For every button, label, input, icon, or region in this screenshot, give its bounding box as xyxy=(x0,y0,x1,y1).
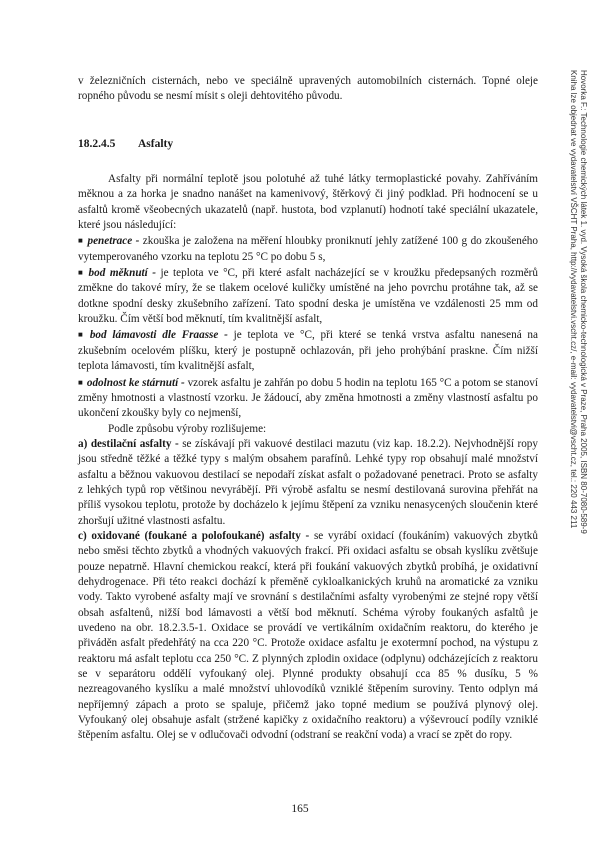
item-c-oxidovane xyxy=(78,529,538,744)
paragraph-zpusob-vyroby: Podle způsobu výroby rozlišujeme: xyxy=(108,422,267,435)
bullet-text: je teplota ve °C, při které se tenká vrstva asfaltu nanesená na zkušebním ocelovém plíšku, který je postupně ochlazován, při jeho prohýbání praskne. Čím nižší teplota lámavosti, tím kvalitnější asfalt, xyxy=(78,329,538,373)
bullet-icon: ■ xyxy=(78,330,86,340)
side-citation xyxy=(568,70,588,534)
bullet-text: vzorek asfaltu je zahřán po dobu 5 hodin na teplotu 165 °C a potom se stanoví změny hmotnosti a vlastností vzorku. Je žádoucí, aby změna hmotnosti a změny vlastností asfaltu po ukončení zkoušky byly co nejmenší, xyxy=(78,376,538,420)
item-a-text: se získávají při vakuové destilaci mazutu (viz kap. 18.2.2). Nejvhodnější ropy jsou středně těžké a těžké typy s malým obsahem parafínů. Lehké typy rop obsahují malé množství asfaltu a běžnou vakuovou destilací se nepodaří získat asfalt o požadované penetraci. Proto se asfalty z lehkých typů rop většinou nevyrábějí. Při výrobě asfaltu se nesmí destilovaná surovina přehřát na příliš vysokou teplotu, protože by docházelo k jejímu štěpení za vzniku nenasycených sloučenin které zhoršují užitné vlastnosti asfaltu. xyxy=(78,437,538,527)
bullet-term: odolnost ke stárnutí - xyxy=(86,376,185,389)
bullet-bod-lamavosti xyxy=(78,327,538,374)
item-c-label: c) oxidované (foukané a polofoukané) asfalty - xyxy=(78,529,310,542)
citation-line-1: Hovorka F.: Technologie chemických látek 1. vyd. Vysoká škola chemicko-technologická v Praze, Praha 2005, ISBN 80-7080-589-9 xyxy=(579,70,588,534)
section-title: Asfalty xyxy=(138,137,174,150)
citation-line-2: Kniha lze objednat ve vydavatelství VŠCHT Praha, http://vydavatelstvi.vscht.cz/, e-mail: vydavatelstvi@vscht.cz, tel.: 220 443 211 xyxy=(569,70,578,529)
section-number: 18.2.4.5 xyxy=(78,137,116,150)
bullet-odolnost xyxy=(78,375,538,422)
bullet-penetrace xyxy=(78,233,538,265)
item-a-destilacni xyxy=(78,437,538,529)
bullet-icon: ■ xyxy=(78,236,84,246)
item-a-label: a) destilační asfalty - xyxy=(78,437,179,450)
item-c-text: se vyrábí oxidací (foukáním) vakuových zbytků nebo směsi těchto zbytků a vhodných vakuových frakcí. Při oxidaci asfaltu se obsah kyslíku zvětšuje pouze nepatrně. Hlavní chemickou reakcí, která při foukání vakuových zbytků probíhá, je oxidativní dehydrogenace. Při této reakci dochází k přeměně cykloalkanických kruhů na aromatické za vzniku vody. Takto vyrobené asfalty mají ve srovnání s destilačními asfalty vyrobenými ze stejné ropy větší obsah asfaltenů, nižší bod lámavosti a větší bod měknutí. Schéma výroby foukaných asfaltů je uvedeno na obr. 18.2.3.5-1. Oxidace se provádí ve vertikálním oxidačním reaktoru, do kterého je přiváděn asfalt předehřátý na cca 220 °C. Protože oxidace asfaltu je exotermní pochod, na výstupu z reaktoru má asfalt teplotu cca 250 °C. Z plynných zplodin oxidace (odplynu) odcházejících z reaktoru se v separátoru oddělí vyfoukaný olej. Plynné produkty obsahují cca 85 % dusíku, 5 % nezreagovaného kyslíku a malé množství uhlovodíků vzniklé štěpením suroviny. Tento odplyn má nepříjemný zápach a proto se spaluje, přičemž jako topné medium se používá plynový olej. Vyfoukaný olej obsahuje asfalt (stržené kapičky z oxidačního reaktoru) a výševroucí podíly vzniklé štěpením asfaltu. Olej se v odlučovači odvodní (odstraní se reakční voda) a vrací se zpět do ropy. xyxy=(78,529,538,742)
bullet-bod-mekunti xyxy=(78,265,538,327)
bullet-term: bod lámavosti dle Fraasse - xyxy=(89,329,228,342)
intro-paragraph: v železničních cisternách, nebo ve speciálně upravených automobilních cisternách. Topné oleje ropného původu se nesmí mísit s oleji dehtovitého původu. xyxy=(78,75,538,103)
bullet-term: bod měknutí - xyxy=(88,267,156,280)
bullet-icon: ■ xyxy=(78,377,83,387)
bullet-text: je teplota ve °C, při které asfalt nacházející se v kroužku předepsaných rozměrů změkne do takové míry, že se tlakem ocelové kuličky umístěné na jeho povrchu protáhne tak, až se dotkne spodní desky zkušebního zařízení. Tato spodní deska je umístěna ve vzdálenosti 25 mm od kroužku. Čím větší bod měknutí, tím kvalitnější asfalt, xyxy=(78,267,538,326)
paragraph-asfalty: Asfalty při normální teplotě jsou polotuhé až tuhé látky termoplastické povahy. Zahříváním měknou a za horka je snadno nanášet na kamenivový, štěrkový či jiný podklad. Při hodnocení se u asfaltů kromě všeobecných ukazatelů (např. hustota, bod vzplanutí) hodnotí také speciální ukazatele, které jsou následující: xyxy=(78,173,538,232)
page-content xyxy=(78,74,538,744)
bullet-icon: ■ xyxy=(78,268,85,278)
bullet-term: penetrace - xyxy=(87,235,140,248)
section-heading xyxy=(78,137,538,152)
page-number: 165 xyxy=(291,803,309,815)
bullet-text: zkouška je založena na měření hloubky proniknutí jehly zatížené 100 g do zkoušeného vytemperovaného vzorku na teplotu 25 °C po dobu 5 s, xyxy=(78,235,538,263)
